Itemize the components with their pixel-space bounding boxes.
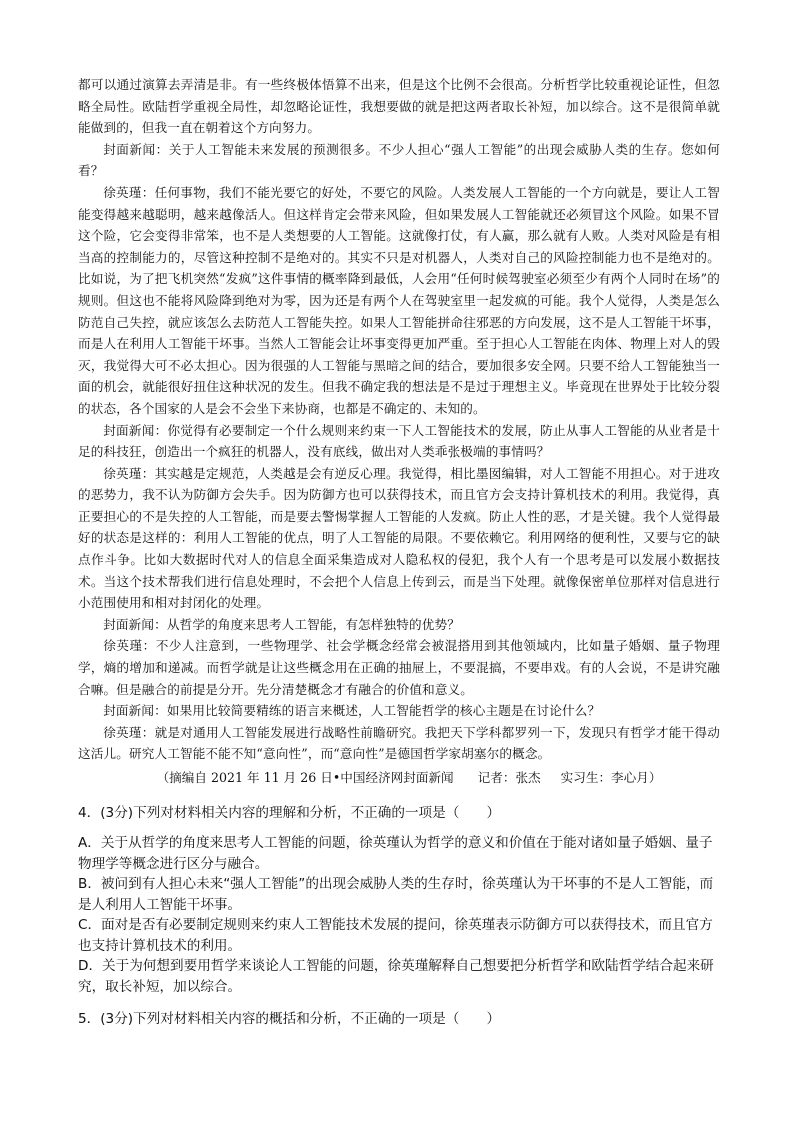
option-a: A．关于从哲学的角度来思考人工智能的问题，徐英瑾认为哲学的意义和价值在于能对诸如量子婚姻、量子物理学等概念进行区分与融合。 [78,835,713,872]
exam-page [78,74,720,1040]
passage-paragraph: 徐英瑾：不少人注意到，一些物理学、社会学概念经常会被混搭用到其他领域内，比如量子婚姻、量子物理学，熵的增加和递减。而哲学就是让这些概念用在正确的抽屉上，不要混搞，不要串戏。有的人会说，不是讲究融合嘛。但是融合的前提是分开。先分清楚概念才有融合的价值和意义。 [78,638,720,697]
passage-paragraph: 徐英瑾：就是对通用人工智能发展进行战略性前瞻研究。我把天下学科都罗列一下，发现只有哲学才能干得动这活儿。研究人工智能不能不知“意向性”，而“意向性”是德国哲学家胡塞尔的概念。 [78,724,720,762]
passage-paragraph: 封面新闻：如果用比较简要精练的语言来概述，人工智能哲学的核心主题是在讨论什么？ [103,703,601,719]
passage-paragraph: 徐英瑾：任何事物，我们不能光要它的好处，不要它的风险。人类发展人工智能的一个方向就是，要让人工智能变得越来越聪明，越来越像活人。但这样肯定会带来风险，但如果发展人工智能就还必须冒这个风险。如果不冒这个险，它会变得非常笨，也不是人类想要的人工智能。这就像打仗，有人赢，那么就有人败。人类对风险是有相当高的控制能力的，尽管这种控制不是绝对的。其实不只是对机器人，人类对自己的风险控制能力也不是绝对的。比如说，为了把飞机突然“发疯”这件事情的概率降到最低，人会用“任何时候驾驶室必须至少有两个人同时在场”的规则。但这也不能将风险降到绝对为零，因为还是有两个人在驾驶室里一起发疯的可能。我个人觉得，人类是怎么防范自己失控，就应该怎么去防范人工智能失控。如果人工智能拼命往邪恶的方向发展，这不是人工智能干坏事，而是人在利用人工智能干坏事。当然人工智能会让坏事变得更加严重。至于担心人工智能在肉体、物理上对人的毁灭，我觉得大可不必太担心。因为很强的人工智能与黑暗之间的结合，要加很多安全网。只要不给人工智能独当一面的机会，就能很好扭住这种状况的发生。但我不确定我的想法是不是过于理想主义。毕竟现在世界处于比较分裂的状态，各个国家的人是会不会坐下来协商，也都是不确定的、未知的。 [78,184,720,416]
passage-paragraph: 封面新闻：从哲学的角度来思考人工智能，有怎样独特的优势？ [103,616,461,632]
option-b: B．被问到有人担心未来“强人工智能”的出现会威胁人类的生存时，徐英瑾认为干坏事的不是人工智能，而是人利用人工智能干坏事。 [78,876,714,913]
passage-paragraph: 都可以通过演算去弄清是非。有一些终极体悟算不出来，但是这个比例不会很高。分析哲学比较重视论证性，但忽略全局性。欧陆哲学重视全局性，却忽略论证性，我想要做的就是把这两者取长补短，加以综合。这不是很简单就能做到的，但我一直在朝着这个方向努力。 [78,77,720,136]
question-list [78,803,720,1030]
source-citation [78,767,720,789]
reading-passage [78,74,720,765]
passage-paragraph: 封面新闻：关于人工智能未来发展的预测很多。不少人担心“强人工智能”的出现会威胁人类的生存。您如何看？ [78,141,720,179]
option-d: D．关于为何想到要用哲学来谈论人工智能的问题，徐英瑾解释自己想要把分析哲学和欧陆哲学结合起来研究，取长补短，加以综合。 [78,958,714,995]
question-4-stem: 4．(3分)下列对材料相关内容的理解和分析，不正确的一项是（ ） [78,804,501,821]
option-c: C．面对是否有必要制定规则来约束人工智能技术发展的提问，徐英瑾表示防御方可以获得技术，而且官方也支持计算机技术的利用。 [78,917,713,954]
passage-paragraph: 封面新闻：你觉得有必要制定一个什么规则来约束一下人工智能技术的发展，防止从事人工智能的从业者是十足的科技狂，创造出一个疯狂的机器人，没有底线，做出对人类乖张极端的事情吗？ [78,422,720,460]
question-4-options [78,833,720,997]
source-reporter: 记者：张杰 [477,770,541,785]
passage-paragraph: 徐英瑾：其实越是定规范，人类越是会有逆反心理。我觉得，相比墨囡编辑，对人工智能不用担心。对于进攻的恶势力，我不认为防御方会失手。因为防御方也可以获得技术，而且官方会支持计算机技术的利用。我觉得，真正要担心的不是失控的人工智能，而是要去警惕掌握人工智能的人发疯。防止人性的恶，才是关键。我个人觉得最好的状态是这样的：利用人工智能的优点，明了人工智能的局限。不要依赖它。利用网络的便利性，又要与它的缺点作斗争。比如大数据时代对人的信息全面采集造成对人隐私权的侵犯，我个人有一个思考是可以发展小数据技术。当这个技术帮我们进行信息处理时，不会把个人信息上传到云，而是当下处理。就像保密单位那样对信息进行小范围使用和相对封闭化的处理。 [78,465,720,611]
question-5-stem: 5．(3分)下列对材料相关内容的概括和分析，不正确的一项是（ ） [78,1011,501,1028]
source-prefix: （摘编自 2021 年 11 月 26 日•中国经济网封面新闻 [156,770,454,785]
source-intern: 实习生：李心月） [560,770,662,785]
